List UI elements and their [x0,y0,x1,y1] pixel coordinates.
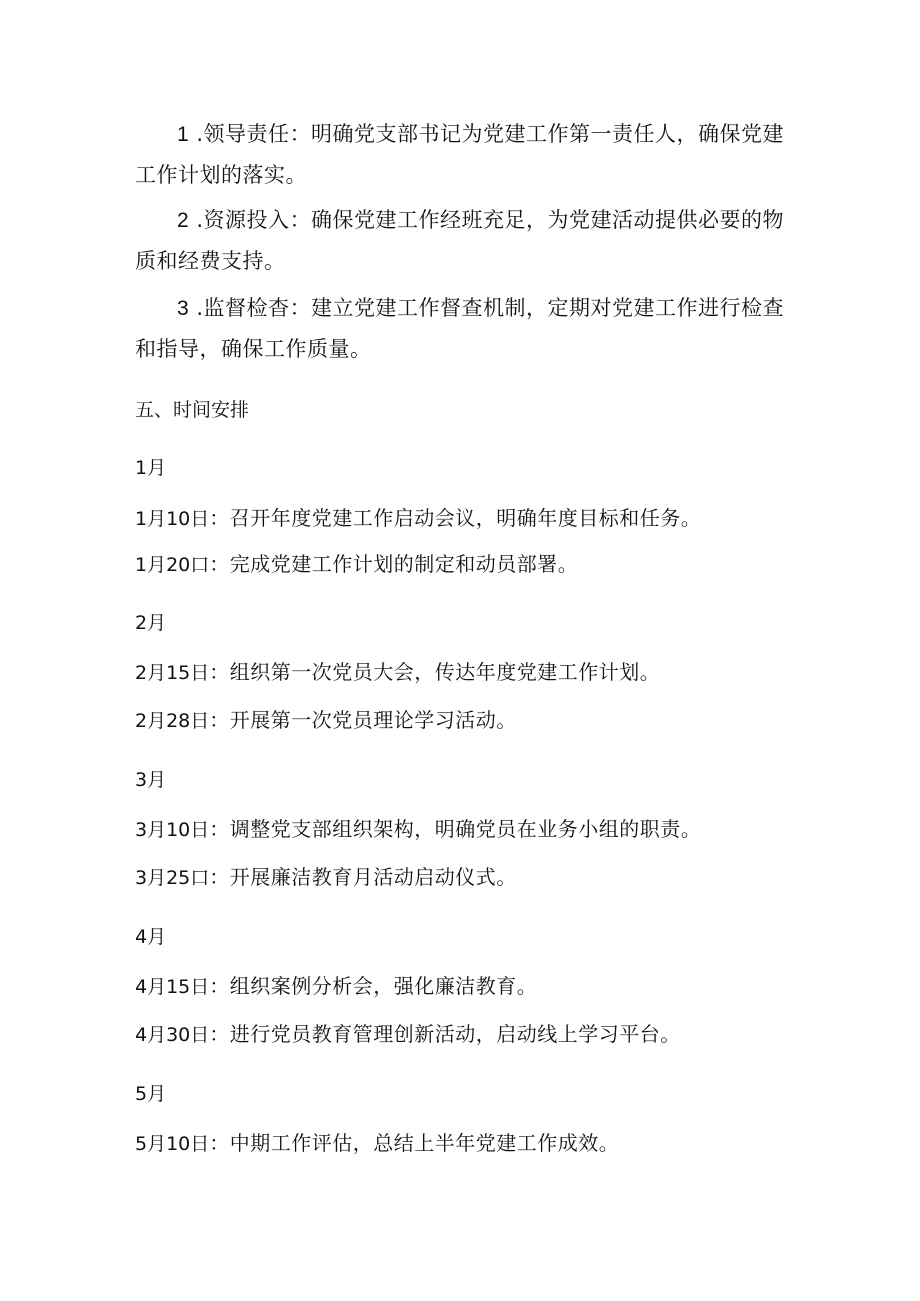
entry-text: ：组织案例分析会，强化廉洁教育。 [209,974,538,998]
entry-text: ：开展第一次党员理论学习活动。 [209,708,517,732]
schedule-entry [135,659,660,686]
entry-text: ：开展廉洁教育月活动启动仪式。 [209,865,517,889]
schedule-entry [135,1130,619,1157]
entry-date: 5月10日 [135,1133,210,1155]
item-number: 2 [177,209,190,232]
month-heading: 1月 [135,457,167,479]
entry-text: ：完成党建工作计划的制定和动员部署。 [209,552,579,576]
schedule-entry [135,1021,681,1048]
responsibility-item-2 [135,200,785,282]
month-heading: 4月 [135,926,167,948]
entry-text: ：进行党员教育管理创新活动，启动线上学习平台。 [209,1022,681,1046]
entry-date: 3月25口 [135,867,210,889]
item-text: ：明确党支部书记为党建工作第一责任人，确保党建工作计划的落实。 [135,122,785,187]
entry-date: 4月15日 [135,976,210,998]
month-heading: 3月 [135,769,167,791]
section-heading: 五、时间安排 [135,399,250,421]
schedule-entry [135,505,701,532]
item-text: ：建立党建工作督查机制，定期对党建工作进行检查和指导，确保工作质量。 [135,296,785,361]
month-heading: 5月 [135,1083,167,1105]
schedule-entry [135,707,517,734]
entry-text: ：组织第一次党员大会，传达年度党建工作计划。 [209,660,661,684]
schedule-entry [135,816,701,843]
schedule-entry [135,864,517,891]
entry-text: ：中期工作评估，总结上半年党建工作成效。 [209,1131,620,1155]
schedule-entry [135,973,537,1000]
responsibility-item-1 [135,114,785,196]
entry-date: 1月20口 [135,554,210,576]
item-text: ：确保党建工作经班充足，为党建活动提供必要的物质和经费支持。 [135,208,785,273]
entry-date: 2月15日 [135,662,210,684]
item-title: .监督检杳 [196,296,290,320]
responsibility-item-3 [135,288,785,370]
item-number: 3 [177,297,190,320]
item-number: 1 [177,123,190,146]
entry-date: 1月10日 [135,508,210,530]
entry-text: ：召开年度党建工作启动会议，明确年度目标和任务。 [209,506,702,530]
item-title: .资源投入 [196,208,290,232]
entry-date: 2月28日 [135,710,210,732]
month-heading: 2月 [135,612,167,634]
entry-text: ：调整党支部组织架构，明确党员在业务小组的职责。 [209,817,702,841]
schedule-entry [135,551,578,578]
entry-date: 4月30日 [135,1024,210,1046]
item-title: .领导责任 [196,122,290,146]
entry-date: 3月10日 [135,819,210,841]
